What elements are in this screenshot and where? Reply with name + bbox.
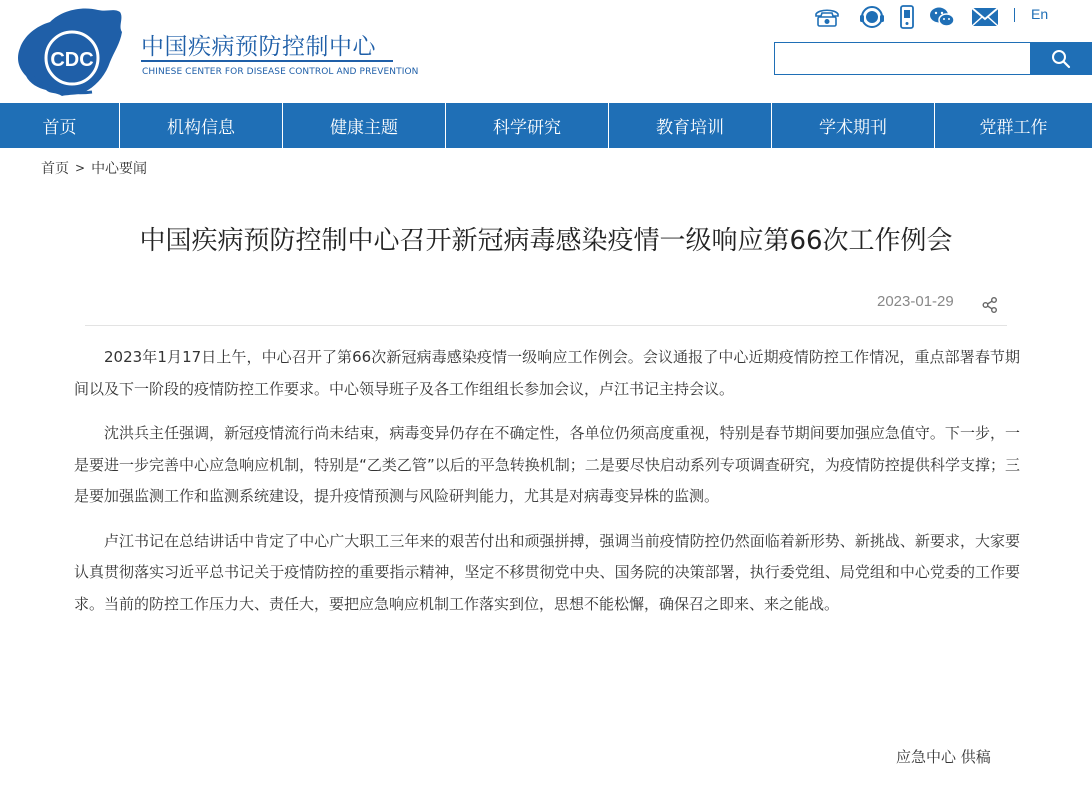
search-button[interactable] bbox=[1030, 42, 1092, 75]
cdc-logo[interactable] bbox=[10, 4, 128, 100]
mail-icon[interactable] bbox=[970, 4, 1000, 30]
english-link[interactable]: En bbox=[1031, 6, 1049, 22]
search-input[interactable] bbox=[774, 42, 1031, 75]
nav-item-research[interactable]: 科学研究 bbox=[446, 103, 609, 148]
logo-text: CDC bbox=[50, 49, 94, 71]
nav-item-organization[interactable]: 机构信息 bbox=[120, 103, 283, 148]
title-divider bbox=[85, 325, 1007, 326]
site-name-rule bbox=[141, 60, 393, 62]
main-nav bbox=[0, 103, 1092, 148]
article-paragraph: 2023年1月17日上午，中心召开了第66次新冠病毒感染疫情一级响应工作例会。会议通报了中心近期疫情防控工作情况，重点部署春节期间以及下一阶段的疫情防控工作要求。中心领导班子及各工作组组长参加会议，卢江书记主持会议。 bbox=[74, 348, 1020, 398]
nav-item-health-topics[interactable]: 健康主题 bbox=[283, 103, 446, 148]
language-separator bbox=[1014, 8, 1015, 22]
site-name-en: CHINESE CENTER FOR DISEASE CONTROL AND PREVENTION bbox=[142, 67, 419, 77]
article-paragraph: 卢江书记在总结讲话中肯定了中心广大职工三年来的艰苦付出和顽强拼搏，强调当前疫情防控仍然面临着新形势、新挑战、新要求，大家要认真贯彻落实习近平总书记关于疫情防控的重要指示精神，坚定不移贯彻党中央、国务院的决策部署，执行委党组、局党组和中心党委的工作要求。当前的防控工作压力大、责任大，要把应急响应机制工作落实到位，思想不能松懈，确保召之即来、来之能战。 bbox=[74, 531, 1020, 613]
nav-item-education[interactable]: 教育培训 bbox=[609, 103, 772, 148]
nav-item-home[interactable]: 首页 bbox=[0, 103, 120, 148]
share-icon[interactable] bbox=[981, 296, 999, 314]
breadcrumb bbox=[41, 158, 147, 178]
wechat-icon[interactable] bbox=[927, 4, 957, 30]
search-icon bbox=[1051, 49, 1071, 69]
article-date: 2023-01-29 bbox=[877, 293, 954, 310]
nav-item-party-work[interactable]: 党群工作 bbox=[979, 118, 1048, 138]
article-paragraph: 沈洪兵主任强调，新冠疫情流行尚未结束，病毒变异仍存在不确定性，各单位仍须高度重视，特别是春节期间要加强应急值守。下一步，一是要进一步完善中心应急响应机制，特别是“乙类乙管”以后的平急转换机制；二是要尽快启动系列专项调查研究，为疫情防控提供科学支撑；三是要加强监测工作和监测系统建设，提升疫情预测与风险研判能力，尤其是对病毒变异株的监测。 bbox=[74, 424, 1020, 505]
breadcrumb-separator: > bbox=[75, 161, 86, 175]
article-body bbox=[74, 342, 1020, 633]
site-header bbox=[0, 0, 1092, 103]
article-title: 中国疾病预防控制中心召开新冠病毒感染疫情一级响应第66次工作例会 bbox=[139, 226, 953, 256]
site-name[interactable]: 中国疾病预防控制中心 bbox=[141, 34, 376, 60]
customer-service-icon[interactable] bbox=[857, 4, 887, 30]
breadcrumb-home[interactable]: 首页 bbox=[41, 161, 69, 177]
telephone-icon[interactable] bbox=[812, 4, 842, 30]
nav-item-journals[interactable]: 学术期刊 bbox=[772, 103, 935, 148]
breadcrumb-current[interactable]: 中心要闻 bbox=[91, 161, 148, 177]
article-source: 应急中心 供稿 bbox=[896, 748, 991, 766]
top-icon-bar bbox=[812, 4, 1082, 30]
mobile-icon[interactable] bbox=[892, 4, 922, 30]
